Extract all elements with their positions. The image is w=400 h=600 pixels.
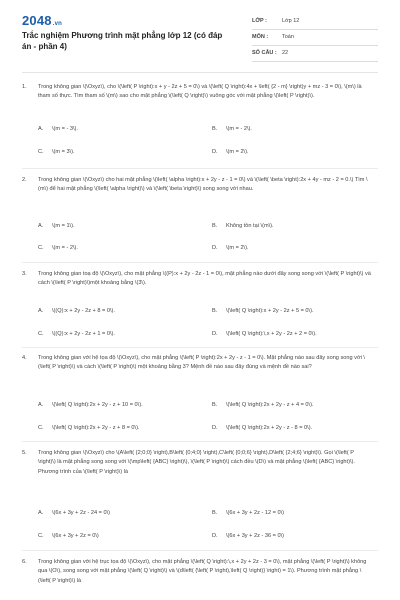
- option-letter: C.: [38, 149, 44, 155]
- option-letter: D.: [212, 331, 218, 337]
- option-a[interactable]: [38, 307, 115, 316]
- info-row-class: [252, 14, 378, 30]
- option-c[interactable]: [38, 330, 115, 339]
- option-text: \(m = 2\).: [226, 149, 249, 155]
- header-divider: [22, 72, 378, 73]
- logo-tld: .vn: [52, 21, 63, 27]
- option-text: \(m = - 3\).: [52, 126, 78, 132]
- option-a[interactable]: [38, 401, 143, 410]
- option-letter: A.: [38, 223, 44, 229]
- option-c[interactable]: [38, 148, 75, 157]
- option-b[interactable]: [212, 125, 252, 134]
- option-text: \(m = - 2\).: [226, 126, 252, 132]
- info-label: LỚP :: [252, 18, 267, 24]
- question-number: 5.: [22, 450, 27, 456]
- option-text: \(\left( Q \right):x + 2y - 2z + 5 = 0\).: [226, 308, 314, 314]
- option-d[interactable]: [212, 148, 249, 157]
- option-text: \(\left( Q \right):2x + 2y - z + 8 = 0\).: [52, 425, 140, 431]
- option-text: \(m = 2\).: [226, 245, 249, 251]
- option-text: \(\left( Q \right):2x + 2y - z + 10 = 0\).: [52, 402, 143, 408]
- info-label: MÔN :: [252, 34, 269, 40]
- option-letter: A.: [38, 308, 44, 314]
- option-text: \(\left( Q \right):2x + 2y - z - 8 = 0\).: [226, 425, 313, 431]
- option-text: \(6x + 3y + 2z = 0\): [52, 533, 99, 539]
- option-b[interactable]: [212, 222, 274, 231]
- question-divider: [22, 262, 378, 263]
- question-text: Trong không gian \(\Oxyz\), cho \(\left( P \right):x + y - 2z + 5 = 0\) và \(\left( Q \right):4x + \left( {2 - m} \right)y + mz - 3 = 0\), \(m\) là tham số thực. Tìm tham số \(m\) sao cho mặt phẳng \(\left( Q \right)\) vuông góc với mặt phẳng \(\left( P \right)\).: [38, 84, 362, 100]
- logo-text: 2048: [22, 13, 52, 28]
- option-text: \(6x + 3y + 2z - 24 = 0\): [52, 510, 110, 516]
- option-text: \(\left( Q \right):\,x + 2y - 2z + 2 = 0\).: [226, 331, 317, 337]
- option-letter: A.: [38, 126, 44, 132]
- option-letter: C.: [38, 331, 44, 337]
- option-letter: A.: [38, 402, 44, 408]
- question-number: 2.: [22, 177, 27, 183]
- option-letter: C.: [38, 533, 44, 539]
- option-letter: D.: [212, 149, 218, 155]
- option-a[interactable]: [38, 509, 110, 518]
- option-d[interactable]: [212, 424, 312, 433]
- question-text: Trong không gian toạ độ \(\Oxyz\), cho mặt phẳng \((P):x + 2y - 2z - 1 = 0\), mặt phẳng nào dưới đây song song với \(\left( P \right)\) và cách \(\left( P \right)\)một khoảng bằng \(3\).: [38, 271, 371, 287]
- option-text: \((Q):x + 2y - 2z + 1 = 0\).: [52, 331, 115, 337]
- option-letter: C.: [38, 425, 44, 431]
- exam-info: [252, 14, 378, 62]
- option-letter: B.: [212, 402, 218, 408]
- option-text: \(6x + 3y + 2z - 36 = 0\): [226, 533, 284, 539]
- option-letter: D.: [212, 425, 218, 431]
- option-letter: D.: [212, 533, 218, 539]
- info-value: 22: [282, 50, 289, 56]
- option-text: \(\left( Q \right):2x + 2y - z + 4 = 0\).: [226, 402, 314, 408]
- question-number: 4.: [22, 355, 27, 361]
- question-text: Trong không gian \(\Oxyz\) cho \(A\left( {2;0;0} \right),B\left( {0;4;0} \right),C\left( {0;0;6} \right),D\left( {2;4;6} \right)\). Gọi \(\left( P \right)\) là mặt phẳng song song với \(\mp\left( {ABC} \right)\), \(\left( P \right)\) cách đều \(D\) và mặt phẳng \(\left( {ABC} \right)\). Phương trình của \(\left( P \right)\) là: [38, 450, 355, 475]
- info-value: Toán: [282, 34, 294, 40]
- info-row-count: [252, 46, 378, 62]
- option-text: \(m = 1\).: [52, 223, 75, 229]
- option-letter: B.: [212, 510, 218, 516]
- page-header: [0, 0, 400, 68]
- question-divider: [22, 168, 378, 169]
- option-b[interactable]: [212, 401, 314, 410]
- option-text: Không tồn tại \(m\).: [226, 223, 274, 229]
- option-text: \(6x + 3y + 2z - 12 = 0\): [226, 510, 284, 516]
- question-number: 6.: [22, 559, 27, 565]
- question-number: 3.: [22, 271, 27, 277]
- question-divider: [22, 550, 378, 551]
- option-letter: A.: [38, 510, 44, 516]
- page-title: Trắc nghiệm Phương trình mặt phẳng lớp 12 (có đáp án - phần 4): [22, 31, 223, 51]
- option-letter: C.: [38, 245, 44, 251]
- question-text: Trong không gian \(\Oxyz\) cho hai mặt phẳng \(\left( \alpha \right):x + 2y - z - 1 = 0\) và \(\left( \beta \right):2x + 4y - mz - 2 = 0.\) Tìm \(m\) để hai mặt phẳng \(\left( \alpha \right)\) và \(\left( \beta \right)\) song song với nhau.: [38, 177, 368, 193]
- option-letter: B.: [212, 223, 218, 229]
- option-letter: B.: [212, 308, 218, 314]
- question-divider: [22, 441, 378, 442]
- info-row-subject: [252, 30, 378, 46]
- option-d[interactable]: [212, 244, 249, 253]
- option-text: \(m = - 2\).: [52, 245, 78, 251]
- option-letter: D.: [212, 245, 218, 251]
- option-letter: B.: [212, 126, 218, 132]
- option-text: \((Q):x + 2y - 2z + 8 = 0\).: [52, 308, 115, 314]
- question-text: Trong không gian với hệ trục tọa độ \(\Oxyz\), cho mặt phẳng \(\left( Q \right):\,x + 2y + 2z - 3 = 0\), mặt phẳng \(\left( P \right)\) không qua \(O\), song song với mặt phẳng \(\left( Q \right)\) và \(d\left( {\left( P \right),\left( Q \right)} \right) = 1\). Phương trình mặt phẳng \(\left( P \right)\) là: [38, 559, 367, 584]
- option-d[interactable]: [212, 330, 317, 339]
- option-text: \(m = 3\).: [52, 149, 75, 155]
- option-c[interactable]: [38, 244, 78, 253]
- option-a[interactable]: [38, 222, 75, 231]
- option-b[interactable]: [212, 307, 314, 316]
- question-text: Trong không gian với hệ tọa độ \(\Oxyz\), cho mặt phẳng \(\left( P \right):2x + 2y - z - 1 = 0\). Mặt phẳng nào sau đây song song với \(\left( P \right)\) và cách \(\left( P \right)\) một khoảng bằng 3? Mệnh đề nào sau đây đúng và mệnh đề nào sai?: [38, 355, 365, 371]
- question-divider: [22, 347, 378, 348]
- info-value: Lớp 12: [282, 18, 300, 24]
- site-logo[interactable]: [22, 13, 62, 28]
- option-a[interactable]: [38, 125, 78, 134]
- option-c[interactable]: [38, 532, 99, 541]
- option-d[interactable]: [212, 532, 284, 541]
- option-b[interactable]: [212, 509, 284, 518]
- question-number: 1.: [22, 84, 27, 90]
- option-c[interactable]: [38, 424, 140, 433]
- info-label: SỐ CÂU :: [252, 50, 277, 56]
